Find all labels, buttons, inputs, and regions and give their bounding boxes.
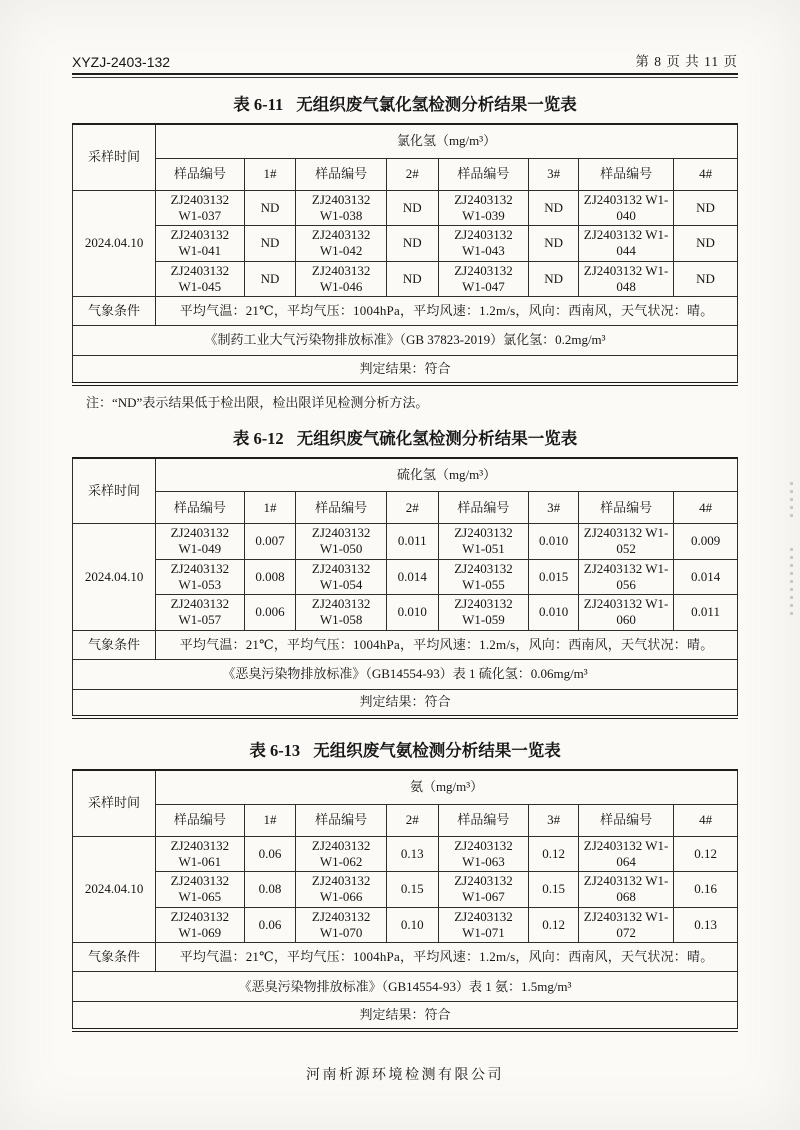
sample-value: 0.010: [529, 524, 579, 560]
doc-number: XYZJ-2403-132: [72, 54, 171, 70]
sample-value: ND: [386, 261, 438, 297]
sample-id: ZJ2403132 W1-065: [156, 872, 244, 908]
sample-id: ZJ2403132 W1-063: [438, 836, 528, 872]
col-header: 1#: [244, 158, 296, 190]
sample-id: ZJ2403132 W1-038: [296, 190, 386, 226]
sample-id: ZJ2403132 W1-070: [296, 907, 386, 943]
sample-id: ZJ2403132 W1-072: [579, 907, 674, 943]
judgment-result: 判定结果：符合: [73, 1002, 738, 1030]
sample-id: ZJ2403132 W1-068: [579, 872, 674, 908]
sample-id: ZJ2403132 W1-043: [438, 226, 528, 262]
col-header: 2#: [386, 804, 438, 836]
sample-value: 0.014: [674, 559, 738, 595]
sample-value: 0.12: [529, 907, 579, 943]
sample-value: ND: [674, 226, 738, 262]
col-header: 2#: [386, 158, 438, 190]
sample-value: 0.12: [529, 836, 579, 872]
company-name: 河南析源环境检测有限公司: [306, 1067, 504, 1083]
sample-value: 0.06: [244, 907, 296, 943]
scan-artifact: [790, 548, 793, 616]
emission-standard: 《制药工业大气污染物排放标准》（GB 37823-2019）氯化氢：0.2mg/m³: [73, 326, 738, 356]
sample-value: 0.010: [529, 595, 579, 631]
sampling-time-label: 采样时间: [73, 770, 156, 836]
sample-value: 0.007: [244, 524, 296, 560]
sample-id: ZJ2403132 W1-061: [156, 836, 244, 872]
sample-value: ND: [386, 226, 438, 262]
sample-id: ZJ2403132 W1-055: [438, 559, 528, 595]
sample-value: 0.014: [386, 559, 438, 595]
col-header: 4#: [674, 804, 738, 836]
sampling-time-label: 采样时间: [73, 124, 156, 190]
col-header: 样品编号: [579, 158, 674, 190]
sample-id: ZJ2403132 W1-053: [156, 559, 244, 595]
page-indicator: 第 8 页 共 11 页: [635, 54, 738, 69]
nd-note: 注：“ND”表示结果低于检出限，检出限详见检测分析方法。: [86, 394, 429, 410]
sample-id: ZJ2403132 W1-050: [296, 524, 386, 560]
sample-id: ZJ2403132 W1-037: [156, 190, 244, 226]
sampling-date: 2024.04.10: [73, 524, 156, 631]
sample-id: ZJ2403132 W1-059: [438, 595, 528, 631]
sampling-date: 2024.04.10: [73, 836, 156, 943]
col-header: 4#: [674, 492, 738, 524]
col-header: 样品编号: [438, 492, 528, 524]
table-6-11-title: [72, 91, 738, 115]
col-header: 样品编号: [579, 804, 674, 836]
col-header: 3#: [529, 804, 579, 836]
sample-value: 0.011: [674, 595, 738, 631]
sample-value: 0.12: [674, 836, 738, 872]
sample-value: 0.16: [674, 872, 738, 908]
col-header: 样品编号: [579, 492, 674, 524]
col-header: 样品编号: [296, 804, 386, 836]
sample-value: 0.10: [386, 907, 438, 943]
weather-label: 气象条件: [73, 297, 156, 326]
sample-id: ZJ2403132 W1-054: [296, 559, 386, 595]
sample-id: ZJ2403132 W1-052: [579, 524, 674, 560]
sample-value: ND: [386, 190, 438, 226]
sample-id: ZJ2403132 W1-045: [156, 261, 244, 297]
sample-id: ZJ2403132 W1-051: [438, 524, 528, 560]
col-header: 样品编号: [156, 492, 244, 524]
sample-id: ZJ2403132 W1-058: [296, 595, 386, 631]
table-6-11: [72, 123, 738, 386]
pollutant-unit-header: 硫化氢（mg/m³）: [156, 458, 738, 492]
col-header: 3#: [529, 492, 579, 524]
col-header: 样品编号: [156, 804, 244, 836]
sample-id: ZJ2403132 W1-040: [579, 190, 674, 226]
col-header: 3#: [529, 158, 579, 190]
table-6-12: [72, 457, 738, 720]
sample-value: 0.008: [244, 559, 296, 595]
sample-value: ND: [674, 261, 738, 297]
table-6-13-number: 表 6-13: [249, 741, 301, 761]
sampling-time-label: 采样时间: [73, 458, 156, 524]
table-6-13-title: [72, 737, 738, 761]
sample-id: ZJ2403132 W1-046: [296, 261, 386, 297]
table-6-13-caption: 无组织废气氨检测分析结果一览表: [313, 741, 561, 761]
sample-id: ZJ2403132 W1-047: [438, 261, 528, 297]
sample-id: ZJ2403132 W1-066: [296, 872, 386, 908]
table-6-13: [72, 769, 738, 1032]
sample-id: ZJ2403132 W1-049: [156, 524, 244, 560]
header-rule: [72, 73, 738, 78]
sample-id: ZJ2403132 W1-069: [156, 907, 244, 943]
weather-conditions: 平均气温：21℃，平均气压：1004hPa，平均风速：1.2m/s，风向：西南风，天气状况：晴。: [156, 297, 738, 326]
sample-value: 0.006: [244, 595, 296, 631]
sample-value: ND: [244, 261, 296, 297]
col-header: 样品编号: [438, 158, 528, 190]
sampling-date: 2024.04.10: [73, 190, 156, 297]
sample-value: 0.13: [386, 836, 438, 872]
col-header: 1#: [244, 804, 296, 836]
sample-value: ND: [674, 190, 738, 226]
table-6-12-number: 表 6-12: [232, 428, 284, 448]
emission-standard: 《恶臭污染物排放标准》（GB14554-93）表 1 硫化氢：0.06mg/m³: [73, 659, 738, 689]
weather-conditions: 平均气温：21℃，平均气压：1004hPa，平均风速：1.2m/s，风向：西南风，天气状况：晴。: [156, 943, 738, 972]
sample-id: ZJ2403132 W1-039: [438, 190, 528, 226]
sample-value: ND: [244, 190, 296, 226]
col-header: 1#: [244, 492, 296, 524]
pollutant-unit-header: 氨（mg/m³）: [156, 770, 738, 804]
sample-id: ZJ2403132 W1-064: [579, 836, 674, 872]
col-header: 2#: [386, 492, 438, 524]
sample-value: 0.011: [386, 524, 438, 560]
sample-value: 0.009: [674, 524, 738, 560]
weather-label: 气象条件: [73, 630, 156, 659]
sample-value: 0.13: [674, 907, 738, 943]
page-header: [72, 48, 738, 70]
sample-id: ZJ2403132 W1-042: [296, 226, 386, 262]
sample-value: ND: [529, 226, 579, 262]
sample-value: ND: [529, 261, 579, 297]
scan-artifact: [790, 482, 793, 520]
weather-conditions: 平均气温：21℃，平均气压：1004hPa，平均风速：1.2m/s，风向：西南风，天气状况：晴。: [156, 630, 738, 659]
weather-label: 气象条件: [73, 943, 156, 972]
sample-id: ZJ2403132 W1-057: [156, 595, 244, 631]
sample-id: ZJ2403132 W1-062: [296, 836, 386, 872]
sample-id: ZJ2403132 W1-041: [156, 226, 244, 262]
table-6-12-title: [72, 425, 738, 449]
sample-id: ZJ2403132 W1-044: [579, 226, 674, 262]
sample-id: ZJ2403132 W1-060: [579, 595, 674, 631]
col-header: 样品编号: [156, 158, 244, 190]
col-header: 4#: [674, 158, 738, 190]
sample-value: 0.06: [244, 836, 296, 872]
sample-value: 0.015: [529, 559, 579, 595]
col-header: 样品编号: [438, 804, 528, 836]
sample-id: ZJ2403132 W1-056: [579, 559, 674, 595]
sample-value: 0.15: [386, 872, 438, 908]
table-6-11-caption: 无组织废气氯化氢检测分析结果一览表: [296, 95, 577, 114]
sample-id: ZJ2403132 W1-067: [438, 872, 528, 908]
judgment-result: 判定结果：符合: [73, 689, 738, 717]
col-header: 样品编号: [296, 158, 386, 190]
table-6-11-number: 表 6-11: [233, 95, 284, 114]
sample-value: 0.08: [244, 872, 296, 908]
sample-value: ND: [244, 226, 296, 262]
col-header: 样品编号: [296, 492, 386, 524]
sample-value: ND: [529, 190, 579, 226]
sample-id: ZJ2403132 W1-071: [438, 907, 528, 943]
emission-standard: 《恶臭污染物排放标准》（GB14554-93）表 1 氨：1.5mg/m³: [73, 972, 738, 1002]
judgment-result: 判定结果：符合: [73, 356, 738, 384]
sample-id: ZJ2403132 W1-048: [579, 261, 674, 297]
table-6-12-caption: 无组织废气硫化氢检测分析结果一览表: [296, 428, 578, 448]
sample-value: 0.010: [386, 595, 438, 631]
pollutant-unit-header: 氯化氢（mg/m³）: [156, 124, 738, 158]
sample-value: 0.15: [529, 872, 579, 908]
